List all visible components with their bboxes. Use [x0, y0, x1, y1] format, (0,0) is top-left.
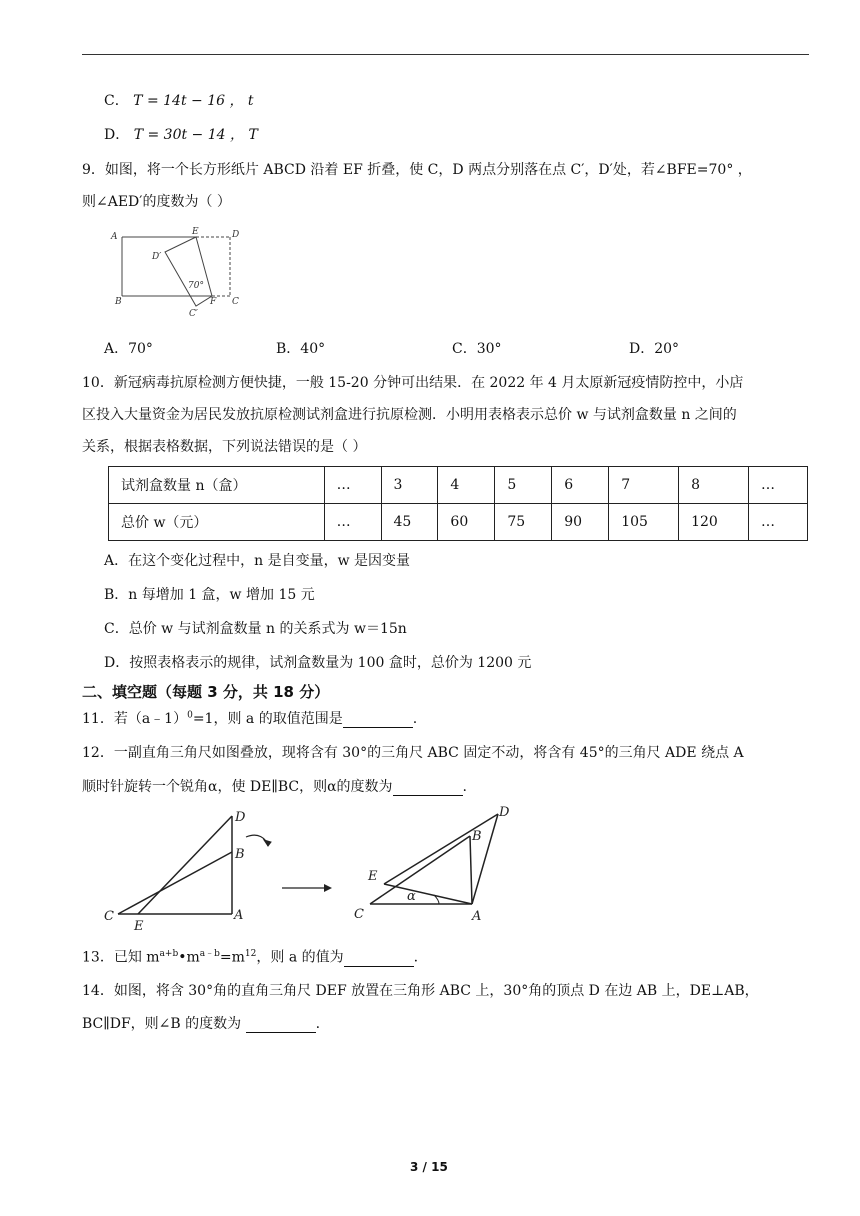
q10-option-c: C．总价 w 与试剂盒数量 n 的关系式为 w＝15n: [104, 621, 407, 637]
table-cell: 6: [552, 467, 609, 504]
q12-fig2-label-d: D: [499, 805, 510, 820]
q8-option-c-math: T = 14t − 16 ， t: [133, 93, 254, 109]
q9-angle-label: 70°: [188, 281, 204, 291]
table-cell: 90: [552, 504, 609, 541]
q8-option-d: D． T = 30t − 14 ， T: [104, 127, 258, 143]
table-cell: …: [749, 467, 808, 504]
q10-option-b: B．n 每增加 1 盒，w 增加 15 元: [104, 587, 315, 603]
q11-text: 11．若（a﹣1）$^0$=1，则 a 的取值范围是 .: [82, 710, 418, 727]
q9-label-c: C: [232, 297, 239, 307]
q12-figure: [100, 802, 530, 932]
q12-fig2-alpha: α: [407, 889, 416, 904]
table-cell: 4: [438, 467, 495, 504]
table-cell: 总价 w（元）: [109, 504, 325, 541]
q9-figure: [108, 222, 248, 318]
table-cell: 45: [381, 504, 438, 541]
answer-blank[interactable]: [393, 781, 463, 796]
table-cell: 75: [495, 504, 552, 541]
answer-blank[interactable]: [344, 952, 414, 967]
table-cell: 3: [381, 467, 438, 504]
table-cell: …: [324, 467, 381, 504]
q9-label-d-prime: D′: [152, 252, 162, 262]
q9-label-d: D: [232, 230, 240, 240]
q9-label-b: B: [115, 297, 122, 307]
q9-text-line2: 则∠AED′的度数为（ ）: [82, 194, 231, 210]
q14-text-line2: BC∥DF，则∠B 的度数为 .: [82, 1016, 321, 1032]
q9-label-e: E: [192, 227, 199, 237]
q9-option-c: C．30°: [452, 341, 502, 357]
page-number: 3 / 15: [410, 1160, 448, 1174]
q9-option-b: B．40°: [276, 341, 326, 357]
q9-text-line1: 9．如图，将一个长方形纸片 ABCD 沿着 EF 折叠，使 C，D 两点分别落在点 C′，D′处，若∠BFE=70° ，: [82, 162, 752, 178]
table-cell: 试剂盒数量 n（盒）: [109, 467, 325, 504]
table-cell: 120: [679, 504, 749, 541]
answer-blank[interactable]: [246, 1018, 316, 1033]
q9-label-f: F: [210, 297, 217, 307]
q13-text: 13．已知 $m^{a+b}•m^{a﹣b}=m^{12}$，则 a 的值为 .: [82, 949, 419, 966]
q12-fig1-label-e: E: [134, 919, 144, 932]
header-rule: [82, 54, 809, 55]
table-cell: 60: [438, 504, 495, 541]
q12-text-line1: 12．一副直角三角尺如图叠放，现将含有 30°的三角尺 ABC 固定不动，将含有 45°的三角尺 ADE 绕点 A: [82, 745, 744, 761]
q12-fig1-label-d: D: [235, 810, 246, 825]
table-cell: 8: [679, 467, 749, 504]
section-heading: 二、填空题（每题 3 分，共 18 分）: [82, 683, 330, 701]
q10-text-line1: 10．新冠病毒抗原检测方便快捷，一般 15-20 分钟可出结果．在 2022 年 4 月太原新冠疫情防控中，小店: [82, 375, 744, 391]
q10-text-line3: 关系，根据表格数据，下列说法错误的是（ ）: [82, 439, 367, 455]
table-cell: …: [324, 504, 381, 541]
q10-option-a: A．在这个变化过程中，n 是自变量，w 是因变量: [104, 553, 411, 569]
q12-fig1-label-a: A: [234, 908, 244, 923]
table-cell: 105: [609, 504, 679, 541]
q12-fig2-label-b: B: [472, 829, 482, 844]
table-cell: 5: [495, 467, 552, 504]
q10-text-line2: 区投入大量资金为居民发放抗原检测试剂盒进行抗原检测．小明用表格表示总价 w 与试剂盒数量 n 之间的: [82, 407, 737, 423]
q14-text-line1: 14．如图，将含 30°角的直角三角尺 DEF 放置在三角形 ABC 上，30°角的顶点 D 在边 AB 上，DE⊥AB，: [82, 983, 759, 999]
q9-label-a: A: [111, 232, 118, 242]
table-row: [109, 467, 808, 504]
table-cell: 7: [609, 467, 679, 504]
q12-fig2-label-a: A: [472, 909, 482, 924]
q12-fig1-label-b: B: [235, 847, 245, 862]
q12-fig2-label-c: C: [354, 907, 364, 922]
table-row: [109, 504, 808, 541]
q9-option-d: D．20°: [629, 341, 680, 357]
q12-fig2-label-e: E: [368, 869, 378, 884]
q9-label-c-prime: C′: [189, 309, 198, 318]
answer-blank[interactable]: [343, 713, 413, 728]
q12-text-line2: 顺时针旋转一个锐角α，使 DE∥BC，则α的度数为 .: [82, 779, 467, 795]
q9-option-a: A．70°: [104, 341, 153, 357]
table-cell: …: [749, 504, 808, 541]
q12-fig1-label-c: C: [104, 909, 114, 924]
q8-option-c: C． T = 14t − 16 ， t: [104, 93, 254, 109]
q10-table: [108, 466, 808, 541]
q10-option-d: D．按照表格表示的规律，试剂盒数量为 100 盒时，总价为 1200 元: [104, 655, 532, 671]
q8-option-d-math: T = 30t − 14 ， T: [133, 127, 258, 143]
